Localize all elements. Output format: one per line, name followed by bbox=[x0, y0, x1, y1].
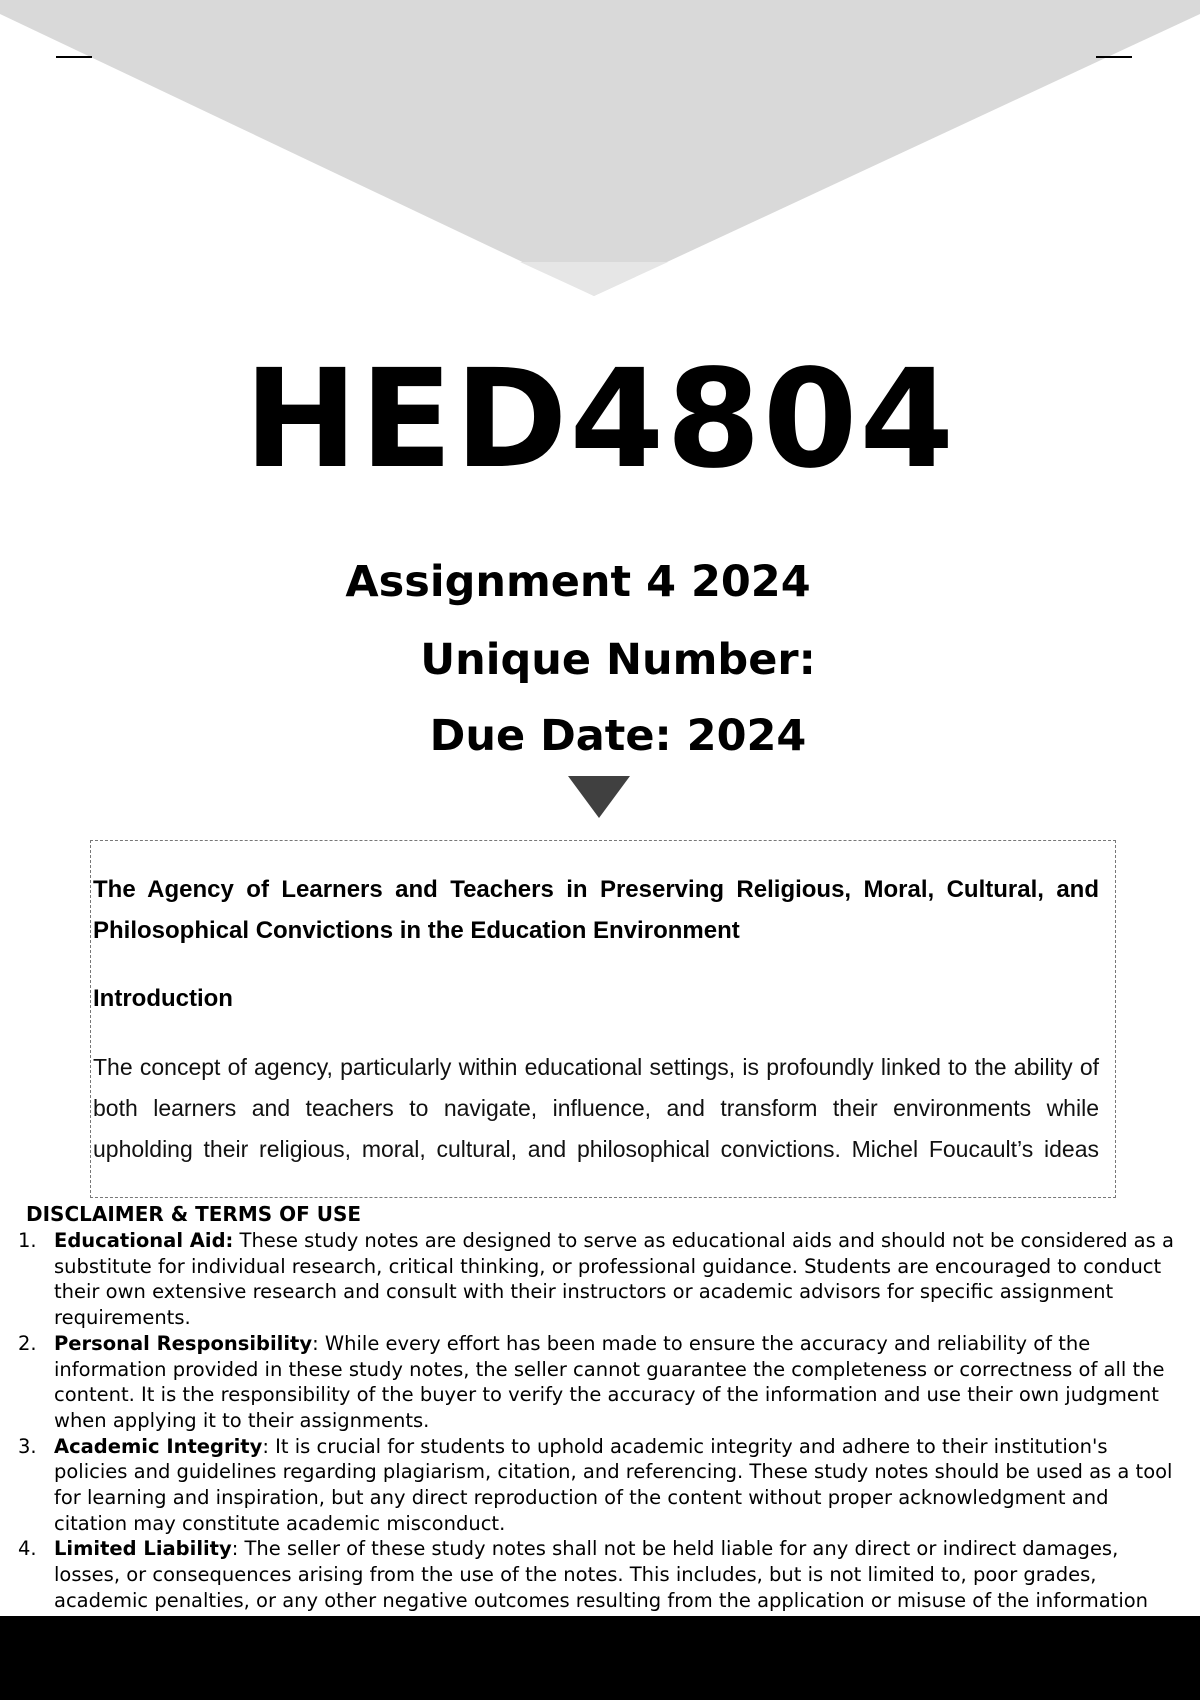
banner-shape bbox=[0, 0, 1200, 296]
term-text: : It is crucial for students to uphold academic integrity and adhere to their institution's policies and guidelines regarding plagiarism, citation, and referencing. These study notes should be used as a tool for learning and inspiration, but any direct reproduction of the content without proper acknowledgment and citation may constitute academic misconduct. bbox=[54, 1434, 1173, 1535]
excerpt-body: The concept of agency, particularly within educational settings, is profoundly linked to the ability of both learners and teachers to navigate, influence, and transform their environments while upholding their religious, moral, cultural, and philosophical convictions. Michel Foucault’s ideas bbox=[93, 1054, 1099, 1162]
disclaimer-title: DISCLAIMER & TERMS OF USE bbox=[26, 1202, 362, 1226]
header-banner bbox=[0, 0, 1200, 300]
term-label: Personal Responsibility bbox=[54, 1331, 313, 1355]
term-text: : While every effort has been made to ensure the accuracy and reliability of the information provided in these study notes, the seller cannot guarantee the completeness or correctness of all the content. It is the responsibility of the buyer to verify the accuracy of the information and use their own judgment when applying it to their assignments. bbox=[54, 1331, 1165, 1432]
due-date: Due Date: 2024 bbox=[429, 711, 807, 761]
bottom-black-bar bbox=[0, 1616, 1200, 1700]
excerpt-title: The Agency of Learners and Teachers in Preserving Religious, Moral, Cultural, and Philosophical Convictions in the Education Environment bbox=[93, 876, 1099, 944]
term-number: 3. bbox=[18, 1434, 37, 1458]
course-code: HED4804 bbox=[243, 341, 957, 499]
term-number: 4. bbox=[18, 1537, 37, 1561]
list-item bbox=[14, 1434, 1184, 1537]
assignment-title: Assignment 4 2024 bbox=[345, 557, 811, 607]
term-number: 1. bbox=[18, 1229, 37, 1252]
terms-list bbox=[14, 1228, 1184, 1614]
term-label: Limited Liability bbox=[54, 1537, 232, 1561]
term-label: Academic Integrity bbox=[54, 1434, 263, 1458]
unique-number-label: Unique Number: bbox=[420, 635, 816, 685]
term-text: : The seller of these study notes shall not be held liable for any direct or indirect damages, losses, or consequences arising from the use of the notes. This includes, but is not limited to, poor grades, academic penalties, or any other negative outcomes resulting from the application or misuse of the information bbox=[54, 1537, 1149, 1612]
down-arrow-icon bbox=[568, 776, 630, 818]
banner-inner-shape bbox=[520, 262, 668, 296]
list-item bbox=[14, 1228, 1184, 1331]
header-rule-left bbox=[56, 56, 92, 58]
term-number: 2. bbox=[18, 1331, 37, 1355]
term-text: These study notes are designed to serve as educational aids and should not be considered as a substitute for individual research, critical thinking, or professional guidance. Students are encouraged to conduct their own extensive research and consult with their instructors or academic advisors for specific assignment requirements. bbox=[54, 1229, 1174, 1330]
header-rule-right bbox=[1096, 56, 1132, 58]
document-excerpt bbox=[90, 840, 1116, 1198]
list-item bbox=[14, 1331, 1184, 1434]
excerpt-section-heading: Introduction bbox=[93, 985, 233, 1012]
list-item bbox=[14, 1536, 1184, 1613]
term-label: Educational Aid: bbox=[54, 1229, 234, 1252]
